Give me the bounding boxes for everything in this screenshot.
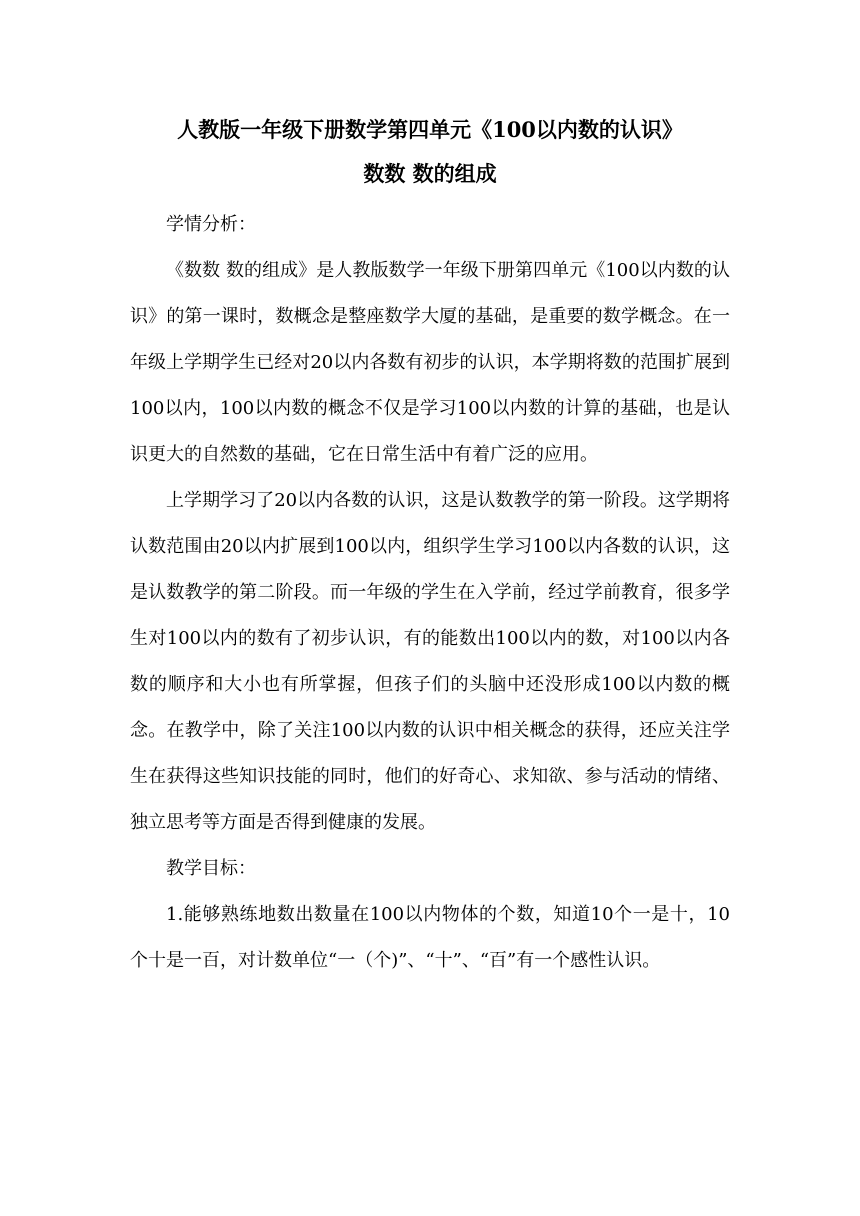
section-heading-objectives: 教学目标：: [166, 858, 256, 879]
paragraph-analysis-1: 《数数 数的组成》是人教版数学一年级下册第四单元《100以内数的认识》的第一课时，数概念是整座数学大厦的基础，是重要的数学概念。在一年级上学期学生已经对20以内各数有初步的认识，本学期将数的范围扩展到100以内，100以内数的概念不仅是学习100以内数的计算的基础，也是认识更大的自然数的基础，它在日常生活中有着广泛的应用。: [130, 260, 730, 465]
paragraph-analysis-2: 上学期学习了20以内各数的认识，这是认数教学的第一阶段。这学期将认数范围由20以内扩展到100以内，组织学生学习100以内各数的认识，这是认数教学的第二阶段。而一年级的学生在入学前，经过学前教育，很多学生对100以内的数有了初步认识，有的能数出100以内的数，对100以内各数的顺序和大小也有所掌握，但孩子们的头脑中还没形成100以内数的概念。在教学中，除了关注100以内数的认识中相关概念的获得，还应关注学生在获得这些知识技能的同时，他们的好奇心、求知欲、参与活动的情绪、独立思考等方面是否得到健康的发展。: [130, 490, 730, 833]
paragraph-objective-1: 1.能够熟练地数出数量在100以内物体的个数，知道10个一是十，10个十是一百，对计数单位“一（个)”、“十”、“百”有一个感性认识。: [130, 904, 730, 971]
document-title: 人教版一年级下册数学第四单元《100以内数的认识》: [177, 117, 683, 142]
section-heading-analysis: 学情分析：: [166, 214, 256, 235]
document-content: [130, 108, 730, 984]
document-subtitle: 数数 数的组成: [363, 161, 497, 186]
